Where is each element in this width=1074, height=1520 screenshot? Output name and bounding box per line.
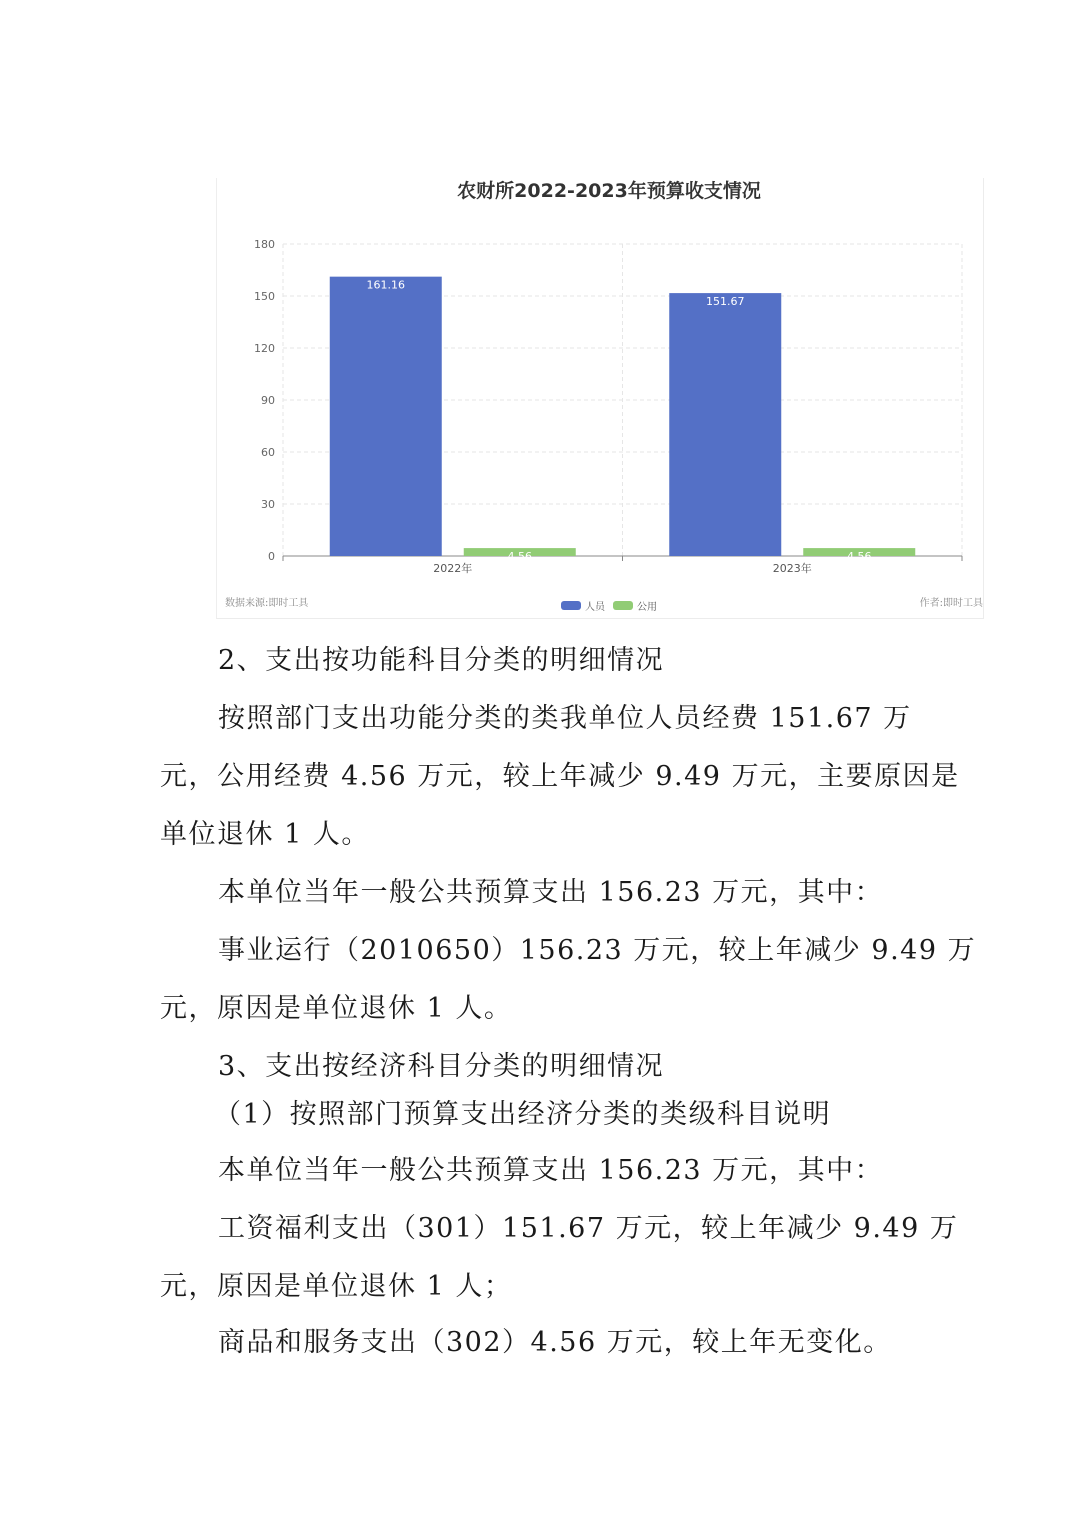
y-tick-label: 0 — [268, 550, 275, 563]
paragraph-line: 按照部门支出功能分类的类我单位人员经费 151.67 万 — [218, 703, 912, 734]
section-heading-3: 3、支出按经济科目分类的明细情况 — [218, 1051, 665, 1082]
bar-data-label: 151.67 — [706, 295, 745, 309]
bar-data-label: 4.56 — [507, 550, 532, 564]
bar-data-label: 161.16 — [366, 278, 405, 292]
y-tick-label: 30 — [261, 498, 275, 511]
y-tick-label: 180 — [254, 238, 275, 251]
data-source-note: 数据来源:即时工具 — [225, 598, 309, 609]
legend-swatch — [561, 601, 581, 610]
x-tick-label: 2023年 — [772, 562, 812, 575]
paragraph-line: 商品和服务支出（302）4.56 万元，较上年无变化。 — [218, 1327, 892, 1358]
bar — [330, 277, 442, 556]
paragraph-line: 本单位当年一般公共预算支出 156.23 万元，其中： — [218, 877, 884, 908]
chart-title: 农财所2022-2023年预算收支情况 — [457, 180, 761, 202]
y-tick-label: 60 — [261, 446, 275, 459]
legend-swatch — [613, 601, 633, 610]
legend-label: 人员 — [585, 602, 605, 613]
paragraph-line: 元，公用经费 4.56 万元，较上年减少 9.49 万元，主要原因是 — [160, 761, 960, 792]
legend-label: 公用 — [637, 602, 657, 613]
budget-chart — [216, 178, 984, 619]
bar-chart-svg — [217, 178, 983, 618]
x-tick-label: 2022年 — [433, 562, 473, 575]
paragraph-line: 元，原因是单位退休 1 人。 — [160, 993, 513, 1024]
paragraph-line: 事业运行（2010650）156.23 万元，较上年减少 9.49 万 — [218, 935, 977, 966]
y-tick-label: 150 — [254, 290, 275, 303]
section-heading-2: 2、支出按功能科目分类的明细情况 — [218, 645, 665, 676]
paragraph-line: 工资福利支出（301）151.67 万元，较上年减少 9.49 万 — [218, 1213, 959, 1244]
y-tick-label: 120 — [254, 342, 275, 355]
paragraph-line: 本单位当年一般公共预算支出 156.23 万元，其中： — [218, 1155, 884, 1186]
author-note: 作者:即时工具 — [919, 598, 983, 609]
paragraph-line: 元，原因是单位退休 1 人； — [160, 1271, 513, 1302]
y-tick-label: 90 — [261, 394, 275, 407]
bar — [669, 293, 781, 556]
paragraph-line: 单位退休 1 人。 — [160, 819, 370, 850]
subsection-heading: （1）按照部门预算支出经济分类的类级科目说明 — [214, 1099, 832, 1130]
bar-data-label: 4.56 — [847, 550, 872, 564]
